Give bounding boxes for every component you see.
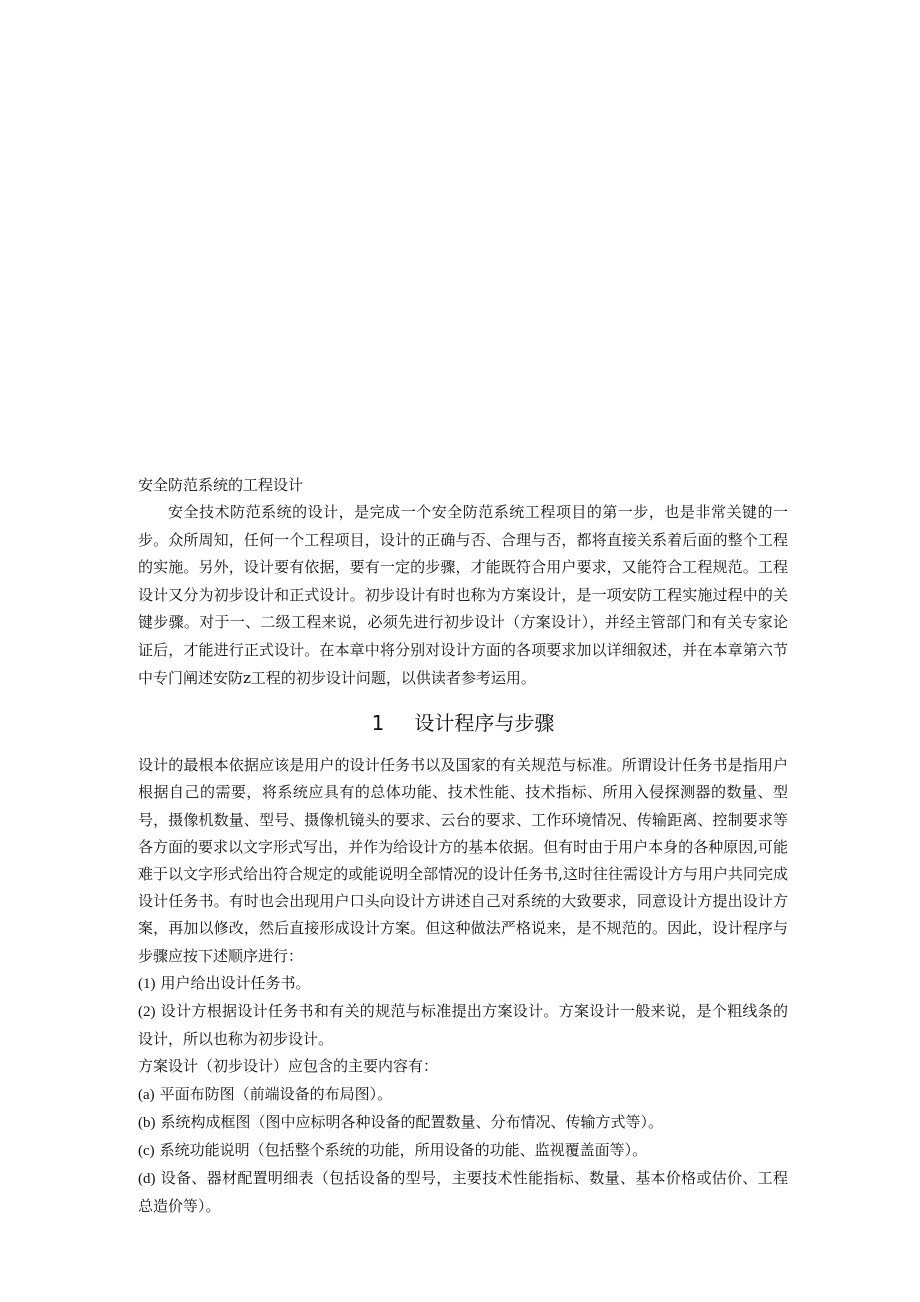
step-item-1 [138,970,788,998]
intro-paragraph: 安全技术防范系统的设计，是完成一个安全防范系统工程项目的第一步，也是非常关键的一步。众所周知，任何一个工程项目，设计的正确与否、合理与否，都将直接关系着后面的整个工程的实施。另外，设计要有依据，要有一定的步骤，才能既符合用户要求，又能符合工程规范。工程设计又分为初步设计和正式设计。初步设计有时也称为方案设计，是一项安防工程实施过程中的关键步骤。对于一、二级工程来说，必须先进行初步设计（方案设计），并经主管部门和有关专家论证后，才能进行正式设计。在本章中将分别对设计方面的各项要求加以详细叙述，并在本章第六节中专门阐述安防z工程的初步设计问题，以供读者参考运用。 [138,503,788,687]
contents-item-a [138,1081,788,1109]
contents-intro: 方案设计（初步设计）应包含的主要内容有： [138,1057,439,1076]
contents-marker: (d) [138,1171,156,1188]
section-heading [138,708,788,738]
contents-marker: (b) [138,1114,156,1131]
contents-text: 系统构成框图（图中应标明各种设备的配置数量、分布情况、传输方式等）。 [160,1112,664,1131]
document-title: 安全防范系统的工程设计 [138,476,304,494]
body-paragraph: 设计的最根本依据应该是用户的设计任务书以及国家的有关规范与标准。所谓设计任务书是指用户根据自己的需要，将系统应具有的总体功能、技术性能、技术指标、所用入侵探测器的数量、型号，摄像机数量、型号、摄像机镜头的要求、云台的要求、工作环境情况、传输距离、控制要求等各方面的要求以文字形式写出，并作为给设计方的基本依据。但有时由于用户本身的各种原因,可能难于以文字形式给出符合规定的或能说明全部情况的设计任务书,这时往往需设计方与用户共同完成设计任务书。有时也会出现用户口头向设计方讲述自己对系统的大致要求，同意设计方提出设计方案，再加以修改，然后直接形成设计方案。但这种做法严格说来，是不规范的。因此，设计程序与步骤应按下述顺序进行： [138,756,788,965]
document-page [138,472,788,1221]
contents-item-d [138,1165,788,1220]
step-text: 用户给出设计任务书。 [160,973,311,992]
step-text: 设计方根据设计任务书和有关的规范与标准提出方案设计。方案设计一般来说，是个粗线条的设计，所以也称为初步设计。 [138,1001,788,1049]
contents-marker: (c) [138,1143,155,1159]
contents-text: 系统功能说明（包括整个系统的功能，所用设备的功能、监视覆盖面等）。 [159,1141,648,1159]
section-title: 设计程序与步骤 [414,711,555,736]
contents-marker: (a) [138,1086,155,1103]
step-marker: (1) [138,975,156,992]
contents-text: 平面布防图（前端设备的布局图）。 [159,1084,393,1103]
step-marker: (2) [138,1003,156,1020]
contents-item-c [138,1137,788,1165]
section-number: 1 [371,711,385,736]
contents-item-b [138,1109,788,1137]
step-item-2 [138,998,788,1053]
contents-text: 设备、器材配置明细表（包括设备的型号，主要技术性能指标、数量、基本价格或估价、工程总造价等）。 [138,1169,788,1216]
